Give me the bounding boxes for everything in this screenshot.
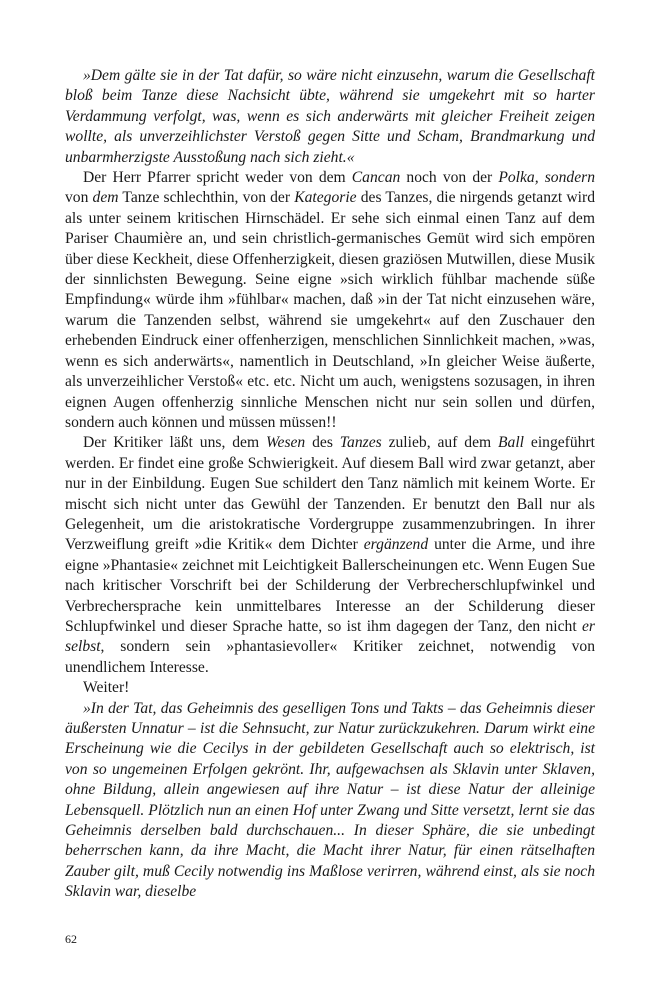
text-run: Der Herr Pfarrer spricht weder von dem (83, 169, 352, 187)
text-run: von (65, 189, 93, 207)
emphasis-run: Kategorie (294, 189, 357, 207)
paragraph-3 (65, 433, 595, 678)
text-run: Der Kritiker läßt uns, dem (83, 434, 266, 452)
paragraph-2 (65, 168, 595, 433)
text-run: , sondern sein »phantasievoller« Kritiker zeichnet, notwendig von unendlichem Interesse. (65, 638, 595, 676)
emphasis-run: Wesen (265, 434, 306, 452)
text-run: zulieb, auf dem (381, 434, 499, 452)
text-run: Tanze schlechthin, von der (118, 189, 295, 207)
text-run: des (305, 434, 340, 452)
emphasis-run: Cancan (351, 169, 401, 187)
page-number: 62 (65, 932, 77, 946)
text-run: des Tanzes, die nirgends getanzt wird als unter seinem kritischen Hirnschädel. Er sehe sich einmal einen Tanz auf dem Pariser Chaumière an, und sein christlich-germanisches Gemüt wird sich empören über diese Keckheit, diese Offenherzigkeit, diesen graziösen Mutwillen, diese Musik der sinnlichsten Bewegung. Seine eigne »sich wirklich fühlbar machende süße Empfindung« würde ihm »fühlbar« machen, daß »in der Tat nicht einzusehen wäre, warum die Tanzenden selbst, während sie umgekehrt« auf den Zuschauer den erhebenden Eindruck einer offenherzigen, menschlichen Sinnlichkeit machen, »was, wenn es sich anderwärts«, namentlich in Deutschland, »In gleicher Weise äußerte, als unverzeihlicher Verstoß« etc. etc. Nicht um auch, wenigstens sozusagen, in ihren eignen Augen offenherzig sinnliche Menschen nicht nur sein sollen und dürfen, sondern auch können und müssen müssen!! (65, 189, 595, 431)
emphasis-run: Polka, sondern (498, 169, 595, 187)
paragraph-quote-1: »Dem gälte sie in der Tat dafür, so wäre nicht einzusehn, warum die Gesellschaft bloß beim Tanze diese Nachsicht übte, während sie umgekehrt mit so harter Verdammung verfolgt, was, wenn es sich anderwärts mit gleicher Freiheit zeigen wollte, als unverzeihlichster Verstoß gegen Sitte und Scham, Brandmarkung und unbarmherzigste Ausstoßung nach sich zieht.« (65, 67, 595, 166)
paragraph-quote-2: »In der Tat, das Geheimnis des geselligen Tons und Takts – das Geheimnis dieser äußersten Unnatur – ist die Sehnsucht, zur Natur zurückzukehren. Darum wirkt eine Erscheinung wie die Cecilys in der gebildeten Gesellschaft auch so elektrisch, ist von so ungemeinen Erfolgen gekrönt. Ihr, aufgewachsen als Sklavin unter Sklaven, ohne Bildung, allein angewiesen auf ihre Natur – ist diese Natur der alleinige Lebensquell. Plötzlich nun an einen Hof unter Zwang und Sitte versetzt, lernt sie das Geheimnis derselben bald durchschauen... In dieser Sphäre, die sie unbedingt beherrschen kann, da ihre Macht, die Macht ihrer Natur, für einen rätselhaften Zauber gilt, muß Cecily notwendig ins Maßlose verirren, während einst, als sie noch Sklavin war, dieselbe (65, 699, 595, 901)
emphasis-run: Ball (498, 434, 525, 452)
text-run: noch von der (400, 169, 499, 187)
paragraph-4: Weiter! (83, 679, 130, 697)
emphasis-run: Tanzes (339, 434, 382, 452)
emphasis-run: dem (92, 189, 119, 207)
page-body (65, 66, 595, 903)
emphasis-run: ergänzend (363, 536, 429, 554)
text-run: eingeführt werden. Er findet eine große Schwierigkeit. Auf diesem Ball wird zwar getanzt, aber nur in der Einbildung. Eugen Sue schildert den Tanz nämlich mit keinem Worte. Er mischt sich nicht unter das Gewühl der Tanzenden. Er benutzt den Ball nur als Gelegenheit, um die aristokratische Vordergruppe zusammenzubringen. In ihrer Verzweiflung greift »die Kritik« dem Dichter (65, 434, 595, 554)
emphasis-run: er selbst (65, 617, 595, 656)
text-run: unter die Arme, und ihre eigne »Phantasie« zeichnet mit Leichtigkeit Ballerscheinungen etc. Wenn Eugen Sue nach kritischer Vorschrift bei der Schilderung der Verbrecherschlupfwinkel und Verbrechersprache kein unmittelbares Interesse an der Schilderung dieser Schlupfwinkel und dieser Sprache hatte, so ist ihm dagegen der Tanz, den nicht (65, 536, 595, 635)
